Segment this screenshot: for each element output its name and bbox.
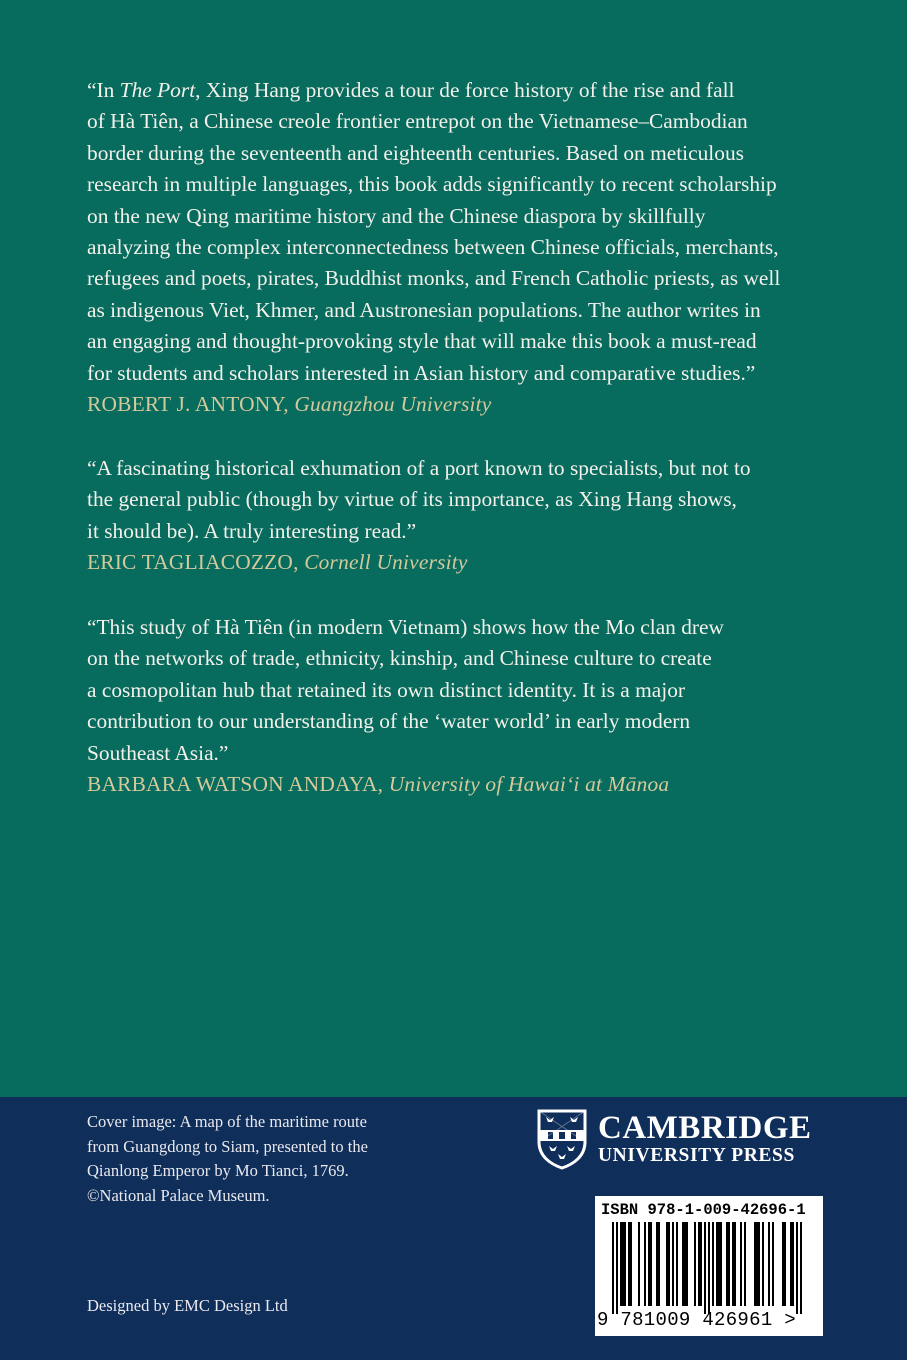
reviewer-affiliation: Guangzhou University bbox=[294, 392, 492, 417]
barcode-bar bbox=[666, 1222, 668, 1306]
barcode-bar bbox=[616, 1222, 618, 1314]
review-line: of Hà Tiên, a Chinese creole frontier entrepot on the Vietnamese–Cambodian bbox=[87, 109, 748, 134]
review-line: it should be). A truly interesting read.” bbox=[87, 518, 417, 543]
barcode-bar bbox=[700, 1222, 702, 1306]
barcode-bar bbox=[732, 1222, 734, 1306]
review-line: as indigenous Viet, Khmer, and Austronesian populations. The author writes in bbox=[87, 297, 761, 322]
barcode-bar bbox=[682, 1222, 684, 1306]
credit-line: from Guangdong to Siam, presented to the bbox=[87, 1136, 368, 1156]
barcode-bar bbox=[772, 1222, 774, 1306]
barcode-bar bbox=[758, 1222, 760, 1306]
barcode-bar bbox=[676, 1222, 678, 1306]
barcode-bar bbox=[792, 1222, 794, 1306]
publisher-wordmark bbox=[598, 1111, 812, 1167]
barcode-bar bbox=[718, 1222, 720, 1306]
barcode-bar bbox=[762, 1222, 764, 1306]
book-title: The Port bbox=[119, 78, 196, 102]
barcode-bar bbox=[740, 1222, 742, 1306]
barcode-bar bbox=[624, 1222, 626, 1306]
publisher-name-line2: UNIVERSITY PRESS bbox=[598, 1145, 795, 1166]
barcode-bar bbox=[668, 1222, 670, 1306]
review-line: analyzing the complex interconnectedness between Chinese officials, merchants, bbox=[87, 235, 779, 260]
barcode-bar bbox=[790, 1222, 792, 1306]
barcode-bar bbox=[656, 1222, 658, 1306]
barcode-bar bbox=[720, 1222, 722, 1306]
barcode-bar bbox=[612, 1222, 614, 1314]
barcode-bar bbox=[800, 1222, 802, 1314]
credit-line: Cover image: A map of the maritime route bbox=[87, 1112, 367, 1131]
review-line: on the networks of trade, ethnicity, kinship, and Chinese culture to create bbox=[87, 646, 712, 671]
review-line: Southeast Asia.” bbox=[87, 740, 229, 765]
barcode-bar bbox=[796, 1222, 798, 1314]
barcode-bar bbox=[734, 1222, 736, 1306]
credit-line: Qianlong Emperor by Mo Tianci, 1769. bbox=[87, 1161, 349, 1181]
barcode-bar bbox=[782, 1222, 784, 1306]
barcode-bar bbox=[648, 1222, 650, 1306]
barcode-bar bbox=[672, 1222, 674, 1306]
publisher-name-line1: CAMBRIDGE bbox=[598, 1110, 812, 1146]
barcode-bar bbox=[754, 1222, 756, 1306]
review-line: the general public (though by virtue of its importance, as Xing Hang shows, bbox=[87, 487, 737, 512]
barcode-bar bbox=[768, 1222, 770, 1306]
barcode-bar bbox=[658, 1222, 660, 1306]
barcode-bar bbox=[686, 1222, 688, 1306]
barcode-bar bbox=[726, 1222, 728, 1306]
review-line: a cosmopolitan hub that retained its own distinct identity. It is a major bbox=[87, 677, 686, 702]
publisher-logo bbox=[536, 1108, 812, 1170]
barcode-bar bbox=[744, 1222, 746, 1306]
review-line: for students and scholars interested in Asian history and comparative studies.” bbox=[87, 360, 756, 385]
barcode-bar bbox=[756, 1222, 758, 1306]
review-attribution bbox=[87, 389, 827, 420]
barcode-bar bbox=[620, 1222, 622, 1306]
barcode-bar bbox=[712, 1222, 714, 1306]
reviewer-name: BARBARA WATSON ANDAYA, bbox=[87, 772, 384, 797]
review-1 bbox=[87, 75, 827, 420]
review-3 bbox=[87, 612, 827, 800]
barcode-bar bbox=[694, 1222, 696, 1306]
reviewer-name: ERIC TAGLIACOZZO, bbox=[87, 550, 299, 575]
barcode-digits: 9 781009 426961 > bbox=[597, 1309, 796, 1331]
review-line: “This study of Hà Tiên (in modern Vietnam) shows how the Mo clan drew bbox=[87, 615, 724, 639]
barcode-bar bbox=[650, 1222, 652, 1306]
review-attribution bbox=[87, 769, 827, 800]
barcode-bar bbox=[704, 1222, 706, 1314]
barcode-bar bbox=[708, 1222, 710, 1314]
barcode-bar bbox=[644, 1222, 646, 1306]
barcode-bar bbox=[684, 1222, 686, 1306]
barcode-bar bbox=[698, 1222, 700, 1306]
review-line: an engaging and thought-provoking style that will make this book a must-read bbox=[87, 329, 757, 354]
review-attribution bbox=[87, 547, 827, 578]
reviewer-name: ROBERT J. ANTONY, bbox=[87, 392, 289, 417]
barcode-bar bbox=[784, 1222, 786, 1306]
review-line: contribution to our understanding of the ‘water world’ in early modern bbox=[87, 709, 691, 734]
credit-line: ©National Palace Museum. bbox=[87, 1185, 270, 1205]
designer-credit: Designed by EMC Design Ltd bbox=[87, 1296, 288, 1315]
review-line: refugees and poets, pirates, Buddhist monks, and French Catholic priests, as well bbox=[87, 266, 781, 291]
barcode-bar bbox=[728, 1222, 730, 1306]
isbn-barcode bbox=[595, 1196, 823, 1336]
review-line: on the new Qing maritime history and the Chinese diaspora by skillfully bbox=[87, 203, 706, 228]
barcode-bar bbox=[628, 1222, 630, 1306]
reviewer-affiliation: Cornell University bbox=[304, 550, 468, 575]
cover-image-credit bbox=[87, 1110, 368, 1208]
reviewer-affiliation: University of Hawai‘i at Mānoa bbox=[388, 772, 670, 797]
barcode-bar bbox=[622, 1222, 624, 1306]
barcode-bar bbox=[630, 1222, 632, 1306]
review-line: “A fascinating historical exhumation of a port known to specialists, but not to bbox=[87, 456, 751, 480]
cambridge-shield-icon bbox=[536, 1108, 588, 1170]
review-line: research in multiple languages, this book adds significantly to recent scholarship bbox=[87, 172, 777, 197]
review-line: border during the seventeenth and eighteenth centuries. Based on meticulous bbox=[87, 140, 744, 165]
isbn-label: ISBN 978-1-009-42696-1 bbox=[601, 1201, 806, 1219]
barcode-bar bbox=[638, 1222, 640, 1306]
barcode-bar bbox=[716, 1222, 718, 1306]
review-2 bbox=[87, 453, 827, 579]
review-line: “In The Port, Xing Hang provides a tour de force history of the rise and fall bbox=[87, 78, 735, 102]
